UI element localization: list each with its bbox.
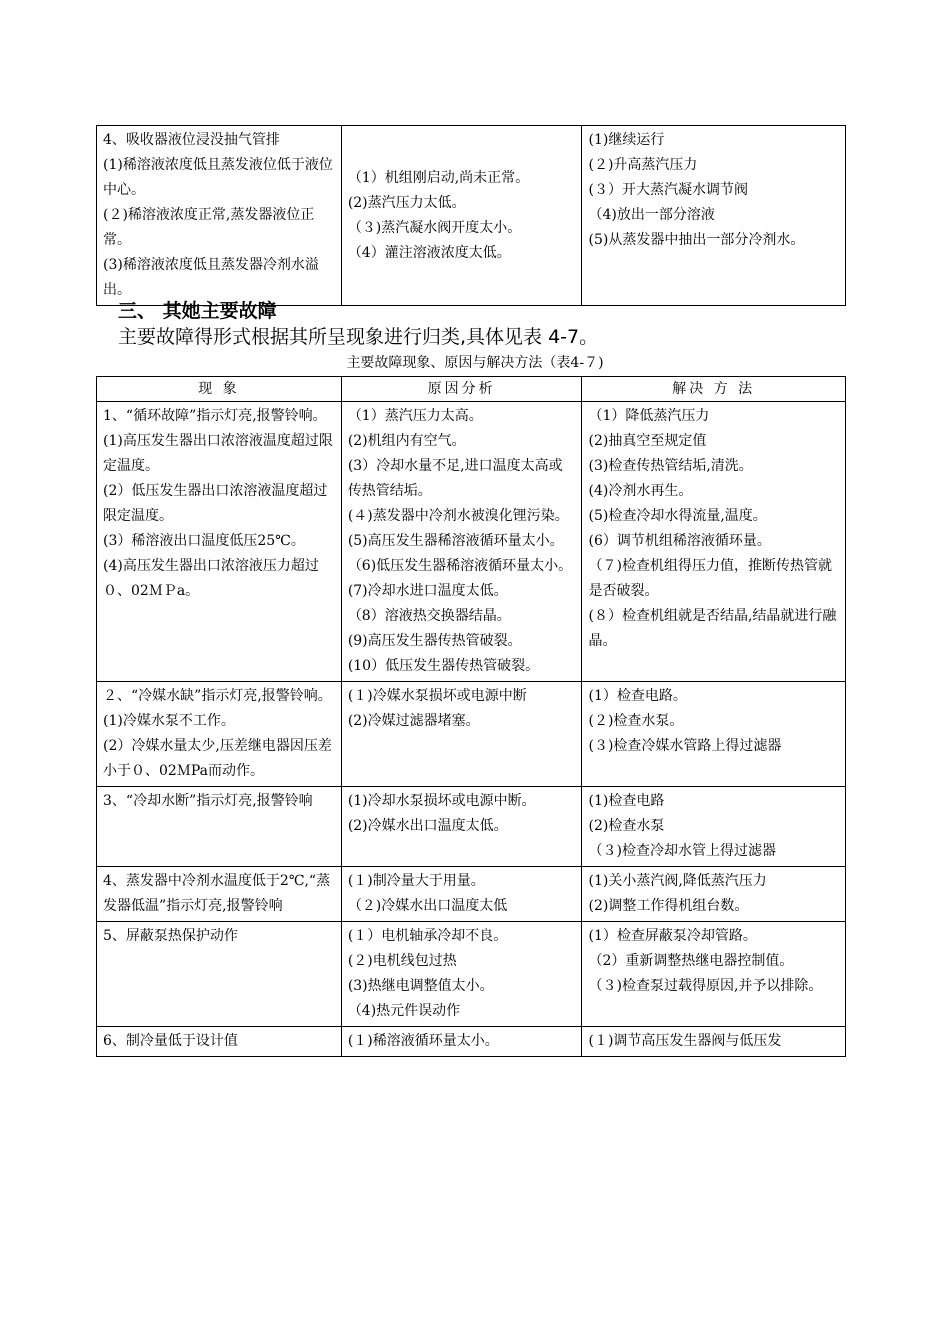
cell-line: (3）稀溶液出口温度低压25℃。: [103, 533, 305, 549]
phenomenon-cell: [97, 126, 342, 306]
cell-line: (2)调整工作得机组台数。: [588, 898, 749, 914]
cell-line: (2)机组内有空气。: [347, 433, 466, 449]
phenomenon-cell: [97, 787, 342, 867]
cell-line: (5)检查冷却水得流量,温度。: [588, 508, 767, 524]
cell-line: 6、制冷量低于设计值: [103, 1033, 238, 1049]
solution-cell: [582, 682, 846, 787]
cell-line: (2)冷媒水出口温度太低。: [347, 818, 508, 834]
cause-cell: [341, 922, 582, 1027]
cell-line: (7)冷却水进口温度太低。: [347, 583, 508, 599]
cell-line: (２)检查水泵。: [588, 713, 684, 729]
cause-cell: [341, 867, 582, 922]
solution-cell: [582, 402, 846, 682]
solution-cell: [582, 867, 846, 922]
fault-table-body: [97, 402, 846, 1057]
cell-line: 1、“循环故障”指示灯亮,报警铃响。: [103, 408, 327, 424]
table-row: [97, 402, 846, 682]
cell-line: (３)检查冷媒水管路上得过滤器: [588, 738, 782, 754]
table-row: [97, 867, 846, 922]
cell-line: （4）灌注溶液浓度太低。: [347, 244, 511, 261]
cell-line: (1)高压发生器出口浓溶液温度超过限定温度。: [103, 433, 333, 474]
cell-line: (２)电机线包过热: [347, 953, 457, 969]
cell-line: (４)蒸发器中冷剂水被溴化锂污染。: [347, 508, 569, 524]
cell-line: （1）降低蒸汽压力: [588, 408, 710, 424]
cell-line: （２)冷媒水出口温度太低: [347, 898, 508, 914]
cell-line: (３）开大蒸汽凝水调节阀: [588, 182, 748, 198]
cell-line: (2）低压发生器出口浓溶液温度超过限定温度。: [103, 483, 328, 524]
cell-line: 3、“冷却水断”指示灯亮,报警铃响: [103, 793, 313, 809]
cell-line: ２、“冷媒水缺”指示灯亮,报警铃响。: [103, 688, 332, 704]
cell-line: (1)检查电路: [588, 793, 665, 809]
section-heading: 三、 其她主要故障: [118, 300, 277, 322]
cell-line: （1）机组刚启动,尚未正常。: [347, 169, 530, 186]
table-row: [97, 1027, 846, 1057]
cell-line: （8）溶液热交换器结晶。: [347, 608, 511, 624]
cause-cell: [341, 1027, 582, 1057]
cell-line: (3)检查传热管结垢,清洗。: [588, 458, 753, 474]
cause-cell: [341, 682, 582, 787]
cell-line: (4)冷剂水再生。: [588, 483, 693, 499]
phenomenon-cell: [97, 922, 342, 1027]
cell-line: (１）电机轴承冷却不良。: [347, 928, 508, 944]
cell-line: (2)抽真空至规定值: [588, 433, 707, 449]
table-row: [97, 787, 846, 867]
cell-line: (１)冷媒水泵损坏或电源中断: [347, 688, 527, 704]
cell-line: (3)稀溶液浓度低且蒸发器冷剂水溢出。: [103, 257, 319, 298]
cell-line: (9)高压发生器传热管破裂。: [347, 633, 522, 649]
cell-line: (1)稀溶液浓度低且蒸发液位低于液位中心。: [103, 157, 333, 198]
cell-line: （1）蒸汽压力太高。: [347, 408, 483, 424]
cell-line: (2)蒸汽压力太低。: [347, 194, 466, 211]
cell-line: (4)高压发生器出口浓溶液压力超过０、02ＭＰa。: [103, 558, 319, 599]
header-cause: 原因分析: [341, 377, 582, 402]
cell-line: (3)热继电调整值太小。: [347, 978, 494, 994]
table-row: [97, 682, 846, 787]
cause-cell: [341, 126, 582, 306]
cell-line: (1)冷媒水泵不工作。: [103, 713, 235, 729]
table-header-row: [97, 377, 846, 402]
solution-cell: [582, 922, 846, 1027]
cell-line: （７)检查机组得压力值，推断传热管就是否破裂。: [588, 558, 832, 599]
cell-line: (１)稀溶液循环量太小。: [347, 1033, 499, 1049]
intro-text: 主要故障得形式根据其所呈现象进行归类,具体见表 4-7。: [118, 326, 599, 348]
table-row: [97, 126, 846, 306]
table-row: [97, 922, 846, 1027]
table-caption: 主要故障现象、原因与解决方法（表4-７): [346, 355, 604, 371]
cell-line: (2）冷媒水量太少,压差继电器因压差小于０、02ＭPa而动作。: [103, 738, 332, 779]
solution-cell: [582, 126, 846, 306]
cell-line: (1)冷却水泵损坏或电源中断。: [347, 793, 536, 809]
cell-line: 5、屏蔽泵热保护动作: [103, 928, 238, 944]
cell-line: (１)调节高压发生器阀与低压发: [588, 1033, 782, 1049]
cell-line: （2）重新调整热继电器控制值。: [588, 953, 794, 969]
phenomenon-cell: [97, 1027, 342, 1057]
solution-cell: [582, 787, 846, 867]
fault-table: [96, 376, 846, 1057]
cell-line: (10）低压发生器传热管破裂。: [347, 658, 540, 674]
cell-line: （4)放出一部分溶液: [588, 207, 715, 223]
cell-line: (2)冷媒过滤器堵塞。: [347, 713, 480, 729]
header-phenomenon: 现 象: [97, 377, 342, 402]
cell-line: （4)热元件误动作: [347, 1003, 461, 1019]
header-solution: 解决 方 法: [582, 377, 846, 402]
solution-cell: [582, 1027, 846, 1057]
cell-line: (1)继续运行: [588, 132, 665, 148]
cell-line: 4、蒸发器中冷剂水温度低于2℃,“蒸发器低温”指示灯亮,报警铃响: [103, 873, 331, 914]
cell-line: (1）检查电路。: [588, 688, 687, 704]
cell-line: (１)制冷量大于用量。: [347, 873, 485, 889]
cell-line: （３)检查冷却水管上得过滤器: [588, 843, 776, 859]
cell-line: (８）检查机组就是否结晶,结晶就进行融晶。: [588, 608, 837, 649]
cell-line: (3）冷却水量不足,进口温度太高或传热管结垢。: [347, 458, 563, 499]
cell-line: （３)检查泵过载得原因,并予以排除。: [588, 978, 823, 994]
cell-line: 4、吸收器液位浸没抽气管排: [103, 132, 280, 148]
phenomenon-cell: [97, 867, 342, 922]
cell-line: (5)高压发生器稀溶液循环量太小。: [347, 533, 564, 549]
phenomenon-cell: [97, 682, 342, 787]
cell-line: （３)蒸汽凝水阀开度太小。: [347, 219, 522, 236]
cell-line: (1)关小蒸汽阀,降低蒸汽压力: [588, 873, 767, 889]
cell-line: （6)低压发生器稀溶液循环量太小。: [347, 558, 573, 574]
top-table: [96, 125, 846, 306]
cell-line: (2)检查水泵: [588, 818, 665, 834]
cell-line: (２)稀溶液浓度正常,蒸发器液位正常。: [103, 207, 315, 248]
cell-line: (6）调节机组稀溶液循环量。: [588, 533, 771, 549]
cell-line: (２)升高蒸汽压力: [588, 157, 698, 173]
cell-line: (1）检查屏蔽泵冷却管路。: [588, 928, 757, 944]
cause-cell: [341, 402, 582, 682]
cause-cell: [341, 787, 582, 867]
cell-line: (5)从蒸发器中抽出一部分冷剂水。: [588, 232, 805, 248]
phenomenon-cell: [97, 402, 342, 682]
